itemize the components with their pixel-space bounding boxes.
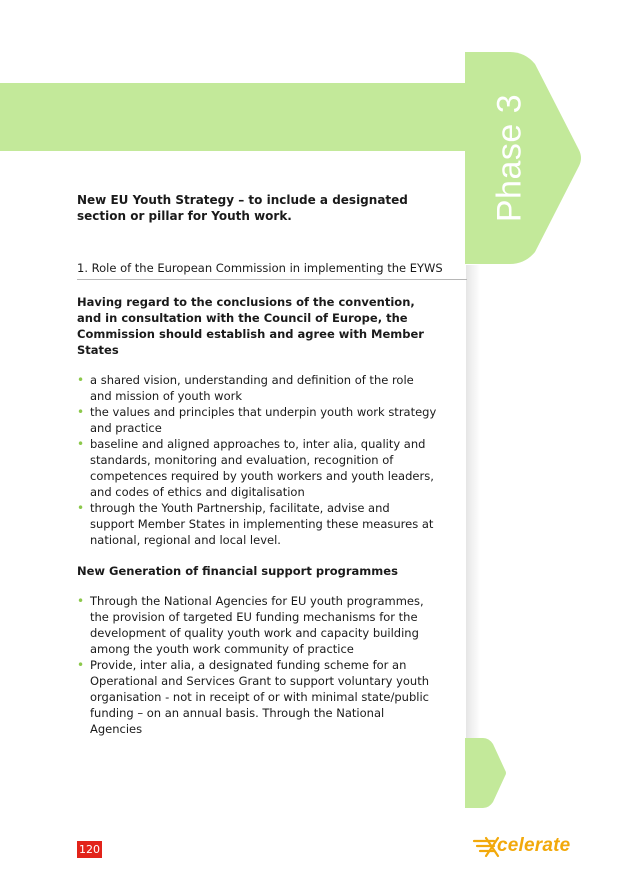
bullet-icon: •: [77, 501, 85, 515]
bullet-icon: •: [77, 594, 85, 608]
side-tab-marker: [465, 738, 507, 808]
logo-text: celerate: [497, 835, 571, 856]
section2-bullet-list: [77, 593, 437, 737]
bullet-icon: •: [77, 437, 85, 451]
bullet-icon: •: [77, 658, 85, 672]
section1-bullet-list: [77, 372, 437, 548]
document-title: New EU Youth Strategy – to include a designated section or pillar for Youth work.: [77, 193, 408, 223]
header-green-band: [0, 83, 466, 151]
section1-heading: 1. Role of the European Commission in implementing the EYWS: [77, 260, 467, 280]
section2-heading: New Generation of financial support programmes: [77, 564, 398, 578]
list-item: • through the Youth Partnership, facilitate, advise and support Member States in implementing these measures at national, regional and local level.: [77, 501, 434, 547]
bullet-icon: •: [77, 373, 85, 387]
page-number: 120: [79, 843, 100, 856]
phase-label: Phase 3: [490, 93, 529, 223]
list-item: • Through the National Agencies for EU youth programmes, the provision of targeted EU funding mechanisms for the development of quality youth work and capacity building among the youth work community of practice: [77, 594, 424, 656]
list-item: • a shared vision, understanding and definition of the role and mission of youth work: [77, 373, 414, 403]
bullet-icon: •: [77, 405, 85, 419]
list-item: • the values and principles that underpin youth work strategy and practice: [77, 405, 437, 435]
section1-lead: Having regard to the conclusions of the convention, and in consultation with the Council of Europe, the Commission should establish and agree with Member States: [77, 295, 424, 357]
main-content: [77, 192, 443, 737]
list-item: • Provide, inter alia, a designated funding scheme for an Operational and Services Grant to support voluntary youth organisation - not in receipt of or with minimal state/public funding – on an annual basis. Through the National Agencies: [77, 658, 430, 736]
list-item: • baseline and aligned approaches to, inter alia, quality and standards, monitoring and evaluation, recognition of competences required by youth workers and youth leaders, and codes of ethics and digitalisation: [77, 437, 434, 499]
page-edge-shadow: [466, 265, 480, 805]
